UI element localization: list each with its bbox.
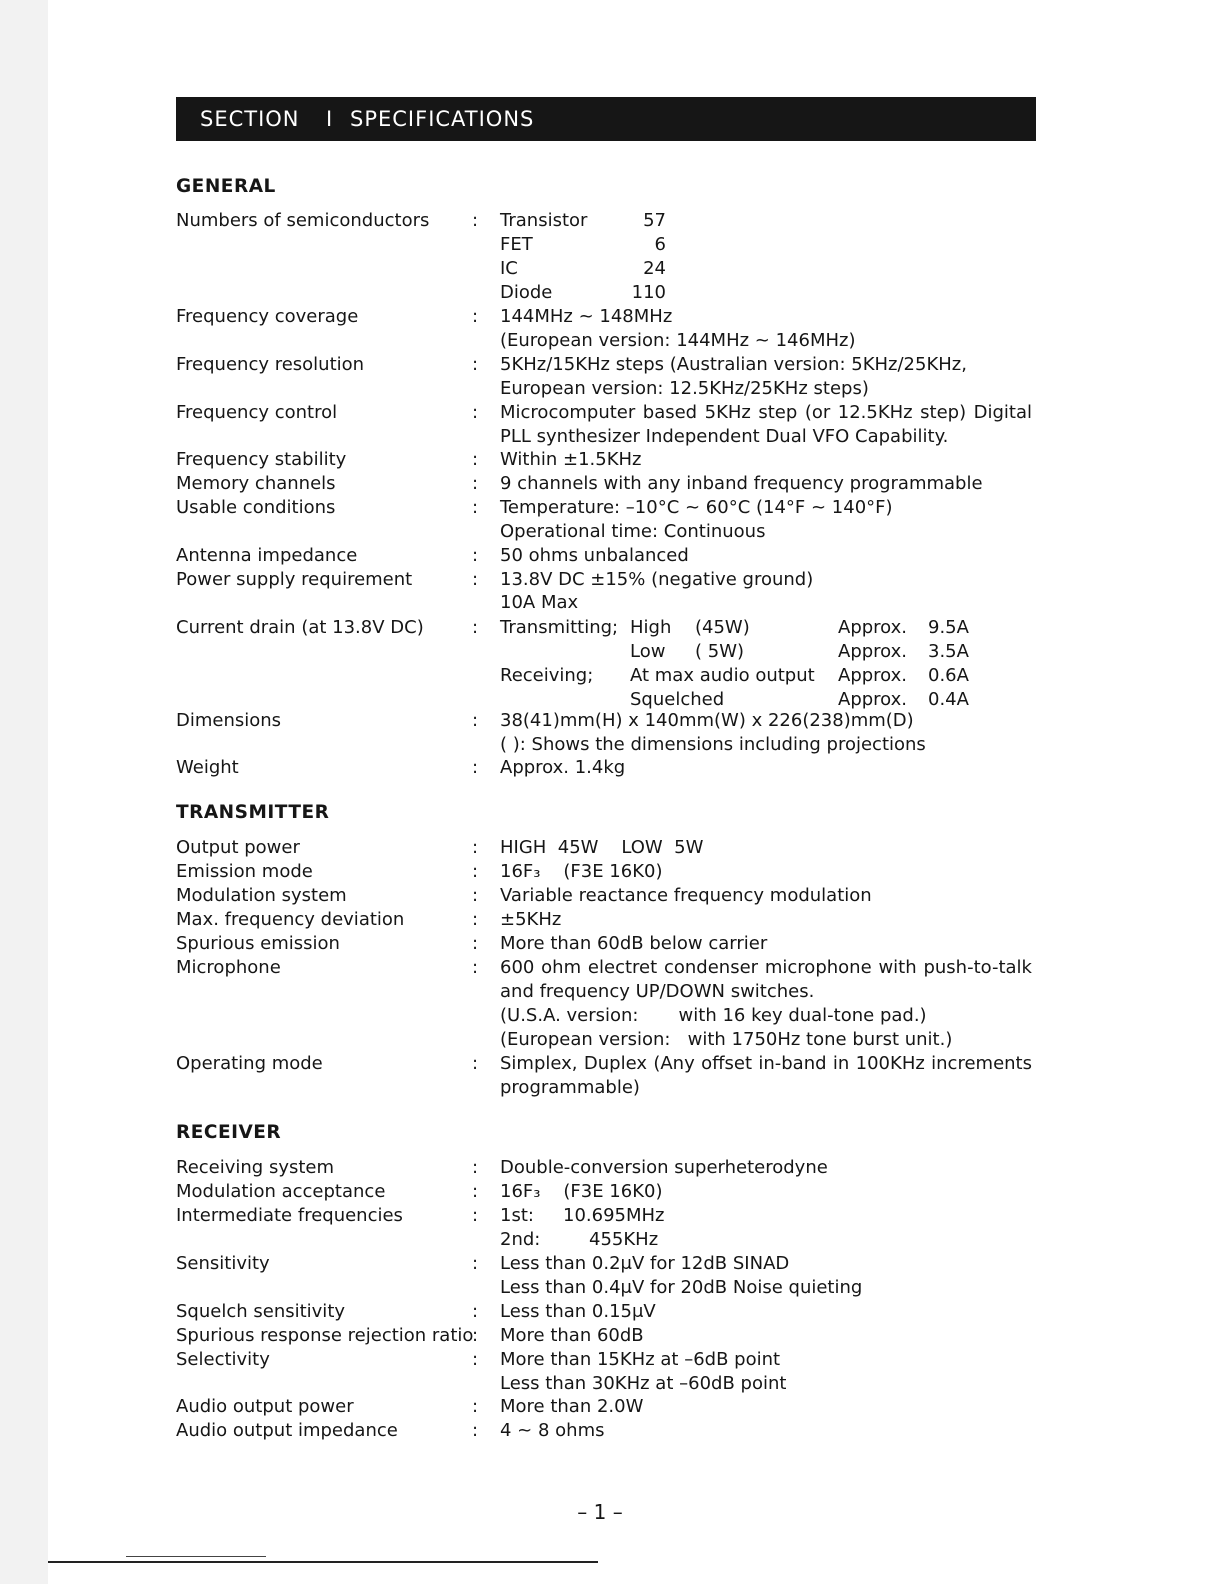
spec-value: 4 ~ 8 ohms (500, 1420, 605, 1441)
spec-value: More than 2.0W (500, 1396, 644, 1417)
footer-rule (48, 1561, 598, 1563)
spec-label: Selectivity (176, 1349, 270, 1370)
spec-row (0, 353, 1224, 377)
spec-row (0, 980, 1224, 1004)
colon: : (472, 710, 479, 731)
spec-row (0, 496, 1224, 520)
transmitter-heading: TRANSMITTER (176, 802, 330, 823)
section-title: SPECIFICATIONS (350, 107, 535, 131)
spec-label: Intermediate frequencies (176, 1205, 403, 1226)
spec-row (0, 1300, 1224, 1324)
spec-label: Weight (176, 757, 239, 778)
spec-label: Sensitivity (176, 1253, 270, 1274)
spec-row (0, 836, 1224, 860)
spec-row (0, 733, 1224, 757)
colon: : (472, 1420, 479, 1441)
spec-value: Operational time: Continuous (500, 521, 766, 542)
spec-value: 144MHz ~ 148MHz (500, 306, 673, 327)
spec-value: Microcomputer based 5KHz step (or 12.5KHz step) Digital (500, 402, 1032, 423)
colon: : (472, 957, 479, 978)
spec-row (0, 884, 1224, 908)
if-stage: 1st: (500, 1205, 534, 1226)
spec-row (0, 1004, 1224, 1028)
spec-value: HIGH 45W LOW 5W (500, 837, 704, 858)
spec-row (0, 932, 1224, 956)
spec-row (0, 1180, 1224, 1204)
current-value: 0.6A (928, 665, 969, 686)
spec-value: Less than 0.4μV for 20dB Noise quieting (500, 1277, 863, 1298)
spec-value: 5KHz/15KHz steps (Australian version: 5KHz/25KHz, (500, 354, 967, 375)
general-heading: GENERAL (176, 176, 276, 197)
colon: : (472, 473, 479, 494)
spec-row (0, 756, 1224, 780)
spec-row (0, 568, 1224, 592)
spec-row (0, 209, 1224, 233)
semiconductor-name: IC (500, 258, 518, 279)
spec-row (0, 377, 1224, 401)
spec-row (0, 401, 1224, 425)
colon: : (472, 837, 479, 858)
spec-label: Frequency coverage (176, 306, 359, 327)
colon: : (472, 354, 479, 375)
spec-value: More than 60dB (500, 1325, 644, 1346)
spec-value: More than 15KHz at –6dB point (500, 1349, 781, 1370)
colon: : (472, 449, 479, 470)
spec-value: More than 60dB below carrier (500, 933, 768, 954)
spec-label: Frequency stability (176, 449, 347, 470)
spec-value: (European version: 144MHz ~ 146MHz) (500, 330, 856, 351)
colon: : (472, 1205, 479, 1226)
current-value: 0.4A (928, 689, 969, 710)
receiver-heading: RECEIVER (176, 1122, 282, 1143)
semiconductor-name: Diode (500, 282, 553, 303)
colon: : (472, 569, 479, 590)
spec-row (0, 1252, 1224, 1276)
footer-rule-short (126, 1556, 266, 1557)
spec-label: Current drain (at 13.8V DC) (176, 617, 424, 638)
spec-value: (European version: with 1750Hz tone burst unit.) (500, 1029, 953, 1050)
colon: : (472, 306, 479, 327)
spec-value: 10A Max (500, 592, 579, 613)
semiconductor-name: FET (500, 234, 533, 255)
spec-label: Modulation acceptance (176, 1181, 386, 1202)
spec-row (0, 520, 1224, 544)
spec-value: PLL synthesizer Independent Dual VFO Capability. (500, 426, 949, 447)
spec-value: Less than 30KHz at –60dB point (500, 1373, 787, 1394)
spec-value: Approx. 1.4kg (500, 757, 626, 778)
current-mode: At max audio output (630, 665, 815, 686)
current-mode: High (630, 617, 672, 638)
colon: : (472, 1253, 479, 1274)
current-detail: ( 5W) (695, 641, 745, 662)
semiconductor-count: 6 (654, 234, 666, 255)
spec-label: Operating mode (176, 1053, 323, 1074)
spec-value: 9 channels with any inband frequency programmable (500, 473, 983, 494)
spec-label: Modulation system (176, 885, 347, 906)
spec-row (0, 1395, 1224, 1419)
spec-label: Audio output power (176, 1396, 354, 1417)
spec-label: Dimensions (176, 710, 282, 731)
colon: : (472, 1396, 479, 1417)
spec-value: and frequency UP/DOWN switches. (500, 981, 815, 1002)
colon: : (472, 1157, 479, 1178)
current-mode: Squelched (630, 689, 725, 710)
spec-value: Variable reactance frequency modulation (500, 885, 872, 906)
spec-row (0, 1348, 1224, 1372)
colon: : (472, 1181, 479, 1202)
semiconductor-count: 110 (631, 282, 666, 303)
if-stage: 2nd: (500, 1229, 541, 1250)
current-approx: Approx. (838, 617, 908, 638)
colon: : (472, 402, 479, 423)
spec-value: 600 ohm electret condenser microphone with push-to-talk (500, 957, 1032, 978)
colon: : (472, 1301, 479, 1322)
current-approx: Approx. (838, 689, 908, 710)
spec-value: Simplex, Duplex (Any offset in-band in 100KHz increments (500, 1053, 1032, 1074)
spec-value: Less than 0.2μV for 12dB SINAD (500, 1253, 790, 1274)
current-value: 3.5A (928, 641, 969, 662)
section-numeral: I (326, 107, 334, 131)
spec-row (0, 709, 1224, 733)
colon: : (472, 497, 479, 518)
spec-label: Power supply requirement (176, 569, 413, 590)
semiconductor-count: 57 (643, 210, 666, 231)
spec-value: (U.S.A. version: with 16 key dual-tone pad.) (500, 1005, 927, 1026)
spec-value: programmable) (500, 1077, 640, 1098)
spec-row (0, 281, 1224, 305)
spec-row (0, 305, 1224, 329)
spec-row (0, 448, 1224, 472)
spec-value: 13.8V DC ±15% (negative ground) (500, 569, 814, 590)
semiconductor-name: Transistor (500, 210, 588, 231)
spec-value: 16F₃ (F3E 16K0) (500, 1181, 663, 1202)
spec-value: ( ): Shows the dimensions including projections (500, 734, 926, 755)
spec-row (0, 1204, 1224, 1228)
current-tx-label: Transmitting; (500, 617, 619, 638)
spec-row (0, 616, 1224, 640)
spec-value: ±5KHz (500, 909, 562, 930)
spec-label: Microphone (176, 957, 281, 978)
colon: : (472, 1325, 479, 1346)
spec-row (0, 1324, 1224, 1348)
spec-value: European version: 12.5KHz/25KHz steps) (500, 378, 869, 399)
spec-value: Within ±1.5KHz (500, 449, 642, 470)
spec-label: Spurious response rejection ratio (176, 1325, 474, 1346)
if-frequency: 455KHz (589, 1229, 659, 1250)
section-header (176, 97, 1036, 141)
colon: : (472, 885, 479, 906)
spec-label: Squelch sensitivity (176, 1301, 346, 1322)
spec-label: Audio output impedance (176, 1420, 398, 1441)
spec-value: 16F₃ (F3E 16K0) (500, 861, 663, 882)
spec-value: Temperature: –10°C ~ 60°C (14°F ~ 140°F) (500, 497, 893, 518)
current-approx: Approx. (838, 665, 908, 686)
spec-label: Spurious emission (176, 933, 340, 954)
spec-label: Frequency control (176, 402, 338, 423)
current-rx-label: Receiving; (500, 665, 594, 686)
colon: : (472, 617, 479, 638)
spec-label: Emission mode (176, 861, 313, 882)
current-value: 9.5A (928, 617, 969, 638)
current-mode: Low (630, 641, 666, 662)
spec-row (0, 1276, 1224, 1300)
current-detail: (45W) (695, 617, 750, 638)
spec-value: Double-conversion superheterodyne (500, 1157, 828, 1178)
spec-value: 50 ohms unbalanced (500, 545, 689, 566)
spec-row (0, 544, 1224, 568)
spec-row (0, 640, 1224, 664)
spec-row (0, 425, 1224, 449)
section-label: SECTION (200, 107, 300, 131)
current-approx: Approx. (838, 641, 908, 662)
spec-row (0, 1228, 1224, 1252)
colon: : (472, 933, 479, 954)
spec-label: Numbers of semiconductors (176, 210, 430, 231)
spec-row (0, 1419, 1224, 1443)
spec-row (0, 1156, 1224, 1180)
page-number: – 1 – (577, 1500, 623, 1524)
spec-row (0, 591, 1224, 615)
semiconductor-count: 24 (643, 258, 666, 279)
spec-row (0, 664, 1224, 688)
spec-row (0, 1052, 1224, 1076)
colon: : (472, 1349, 479, 1370)
spec-label: Receiving system (176, 1157, 335, 1178)
if-frequency: 10.695MHz (563, 1205, 665, 1226)
spec-row (0, 1028, 1224, 1052)
spec-row (0, 472, 1224, 496)
spec-row (0, 257, 1224, 281)
spec-label: Usable conditions (176, 497, 336, 518)
colon: : (472, 861, 479, 882)
spec-row (0, 860, 1224, 884)
spec-row (0, 908, 1224, 932)
spec-row (0, 1372, 1224, 1396)
spec-row (0, 956, 1224, 980)
colon: : (472, 1053, 479, 1074)
colon: : (472, 545, 479, 566)
spec-label: Max. frequency deviation (176, 909, 405, 930)
spec-label: Frequency resolution (176, 354, 365, 375)
spec-row (0, 233, 1224, 257)
colon: : (472, 909, 479, 930)
spec-value: 38(41)mm(H) x 140mm(W) x 226(238)mm(D) (500, 710, 914, 731)
colon: : (472, 210, 479, 231)
spec-label: Memory channels (176, 473, 336, 494)
spec-value: Less than 0.15μV (500, 1301, 656, 1322)
spec-row (0, 329, 1224, 353)
colon: : (472, 757, 479, 778)
spec-label: Antenna impedance (176, 545, 358, 566)
spec-row (0, 1076, 1224, 1100)
spec-label: Output power (176, 837, 300, 858)
